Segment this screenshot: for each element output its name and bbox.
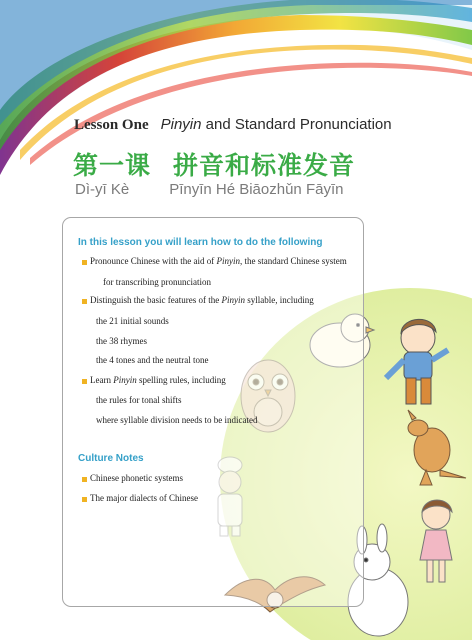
- chinese-lesson-number: 第一课: [73, 151, 152, 180]
- objective-subitem: the 38 rhymes: [96, 336, 147, 346]
- objectives-heading: In this lesson you will learn how to do the following: [78, 237, 323, 248]
- bullet-marker: [82, 497, 87, 502]
- chinese-title: [73, 146, 355, 182]
- culture-note-item: The major dialects of Chinese: [90, 493, 198, 503]
- pinyin-title: [75, 181, 343, 198]
- objective-item: Pronounce Chinese with the aid of Pinyin, the standard Chinese system: [90, 256, 347, 266]
- lesson-subtitle-italic: Pinyin: [160, 116, 202, 133]
- lesson-title: [74, 116, 392, 134]
- bullet-marker: [82, 260, 87, 265]
- objectives-card: [62, 217, 364, 607]
- objective-subitem: where syllable division needs to be indicated: [96, 415, 258, 425]
- bullet-marker: [82, 477, 87, 482]
- lesson-number: Lesson One: [74, 117, 149, 133]
- objective-item: Distinguish the basic features of the Pinyin syllable, including: [90, 295, 314, 305]
- culture-notes-heading: Culture Notes: [78, 453, 144, 464]
- bullet-marker: [82, 379, 87, 384]
- objective-item: Learn Pinyin spelling rules, including: [90, 375, 226, 385]
- objective-subitem: the 4 tones and the neutral tone: [96, 355, 209, 365]
- objective-item-continued: for transcribing pronunciation: [103, 277, 211, 287]
- culture-note-item: Chinese phonetic systems: [90, 473, 183, 483]
- pinyin-lesson-number: Dì-yī Kè: [75, 181, 130, 198]
- objective-subitem: the 21 initial sounds: [96, 316, 169, 326]
- lesson-subtitle-rest: and Standard Pronunciation: [201, 116, 392, 133]
- objective-subitem: the rules for tonal shifts: [96, 395, 182, 405]
- chinese-lesson-topic: 拼音和标准发音: [173, 151, 356, 180]
- pinyin-lesson-topic: Pīnyīn Hé Biāozhǔn Fāyīn: [169, 181, 344, 198]
- lesson-subtitle: [161, 116, 392, 133]
- bullet-marker: [82, 299, 87, 304]
